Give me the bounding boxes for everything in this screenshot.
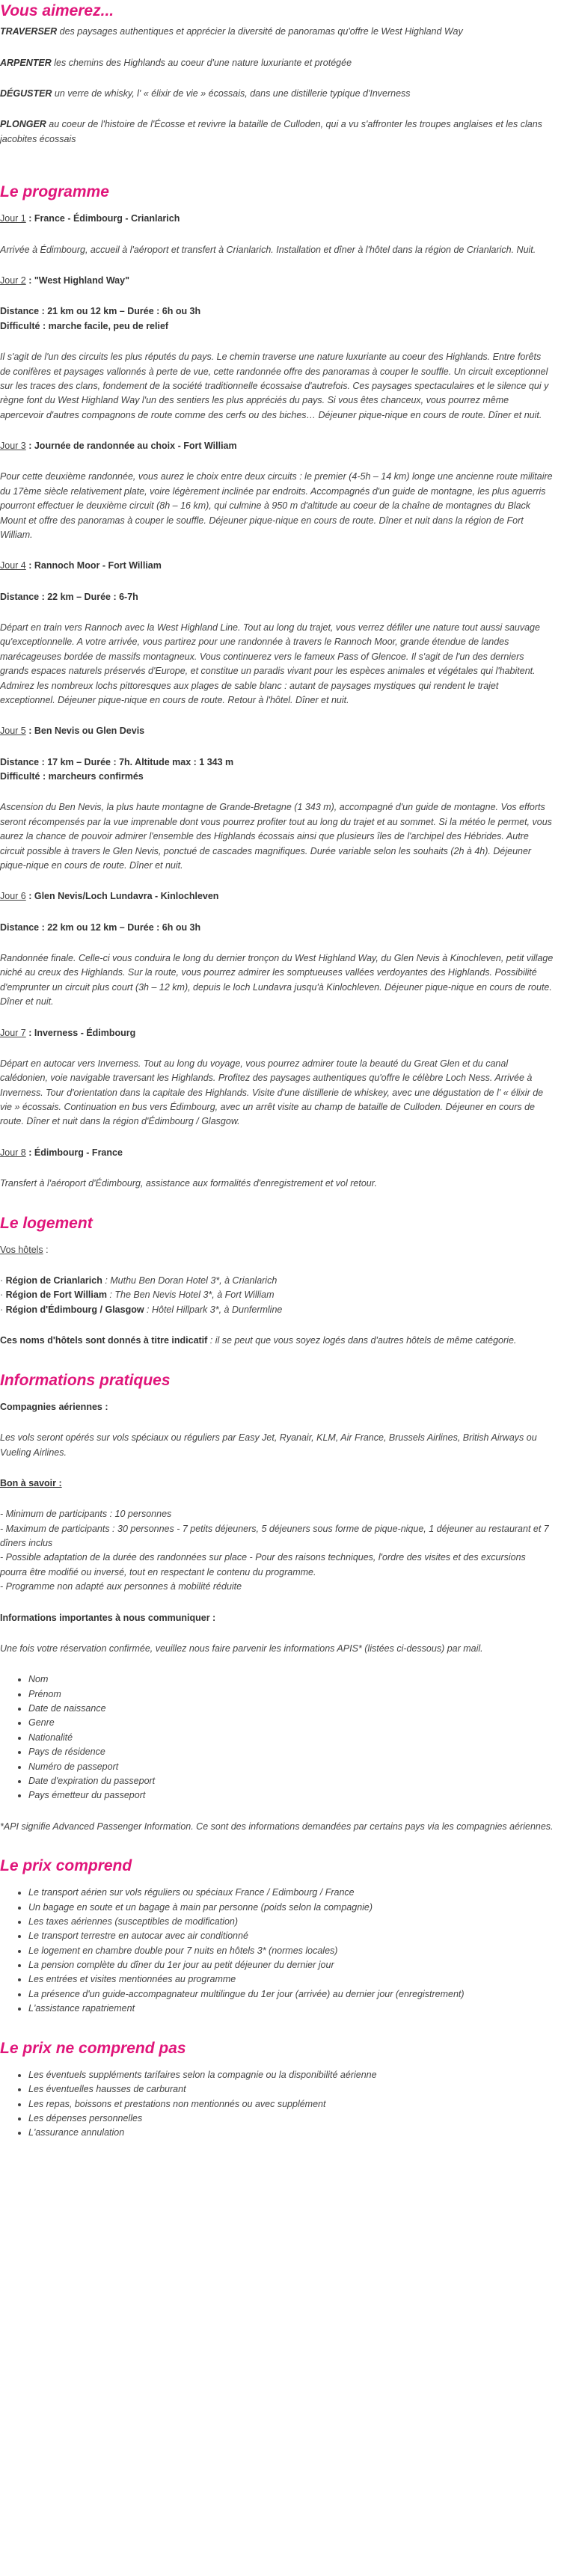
- prix-item: • Un bagage en soute et un bagage à main par personne (poids selon la compagnie): [28, 1901, 554, 1915]
- day-text: Arrivée à Édimbourg, accueil à l'aéroport et transfert à Crianlarich. Installation et dîner à l'hôtel dans la région de Crianlarich. Nuit.: [0, 244, 536, 255]
- apis-field: • Nationalité: [28, 1731, 554, 1745]
- day-label: Jour 2: [0, 275, 26, 286]
- day-text: Départ en train vers Rannoch avec la West Highland Line. Tout au long du trajet, vous verrez défiler une nature tout aussi sauvage qu'exceptionnelle. A votre arrivée, vous partirez pour une randonnée à travers le Rannoch Moor, grande étendue de landes marécageuses bordée de massifs montagneux. Vous continuerez vers le fameux Pass of Glencoe. Il s'agit de l'un des derniers grands espaces naturels préservés d'Europe, et constitue un paradis vivant pour les espèces animales et végétales qui l'habitent. Admirez les nombreux lochs pittoresques aux plages de sable blanc : autant de paysages mystiques qui rendent le trajet exceptionnel. Déjeuner pique-nique en cours de route. Retour à l'hôtel. Dîner et nuit.: [0, 622, 540, 705]
- non-compris-item: • Les repas, boissons et prestations non mentionnés ou avec supplément: [28, 2097, 554, 2112]
- day-label: Jour 4: [0, 560, 26, 571]
- day-text: Pour cette deuxième randonnée, vous aurez le choix entre deux circuits : le premier (4-5h – 14 km) longe une ancienne route militaire du 17ème siècle relativement plate, voire légèrement inclinée par endroits. Accompagnés d'un guide de montagne, les plus aguerris pourront effectuer le deuxième circuit (8h – 16 km), qui culmine à 950 m d'altitude au coeur de la chaîne de montagnes du Black Mount et offre des panoramas à couper le souffle. Déjeuner pique-nique en cours de route. Dîner et nuit dans la région de Fort William.: [0, 471, 553, 540]
- day-title: : "West Highland Way": [25, 275, 130, 286]
- apis-field-list: [0, 1672, 554, 1803]
- day-heading: [0, 1026, 554, 1040]
- hotel-line: · Région de Crianlarich : Muthu Ben Doran Hotel 3*, à Crianlarich: [0, 1275, 278, 1287]
- hotels-note-text: : il se peut que vous soyez logés dans d'autres hôtels de même catégorie.: [207, 1335, 517, 1346]
- important-heading: Informations importantes à nous communiquer :: [0, 1612, 216, 1623]
- section-title-vous-aimerez: Vous aimerez...: [0, 2, 114, 19]
- day-text: Randonnée finale. Celle-ci vous conduira le long du dernier tronçon du West Highland Way, du Glen Nevis à Kinochleven, petit village niché au creux des Highlands. Sur la route, vous pourrez admirer les somptueuses vallées verdoyantes des Highlands. Possibilité d'emprunter un circuit plus court (3h – 12 km), depuis le loch Lundavra jusqu'à Kinlochleven. Déjeuner pique-nique en cours de route. Dîner et nuit.: [0, 953, 554, 1008]
- aimerez-item: [0, 117, 554, 147]
- day-heading: [0, 889, 554, 904]
- apis-field: • Pays de résidence: [28, 1745, 554, 1759]
- apis-field: • Pays émetteur du passeport: [28, 1788, 554, 1803]
- apis-note: *API signifie Advanced Passenger Information. Ce sont des informations demandées par certains pays via les compagnies aériennes.: [0, 1821, 554, 1832]
- day-title: : Édimbourg - France: [25, 1147, 123, 1158]
- day-text: Ascension du Ben Nevis, la plus haute montagne de Grande-Bretagne (1 343 m), accompagné d'un guide de montagne. Vos efforts seront récompensés par la vue imprenable dont vous pourrez profiter tout au long du trajet et au sommet. Si la météo le permet, vous aurez la chance de pouvoir admirer l'ensemble des Highlands écossais ainsi que plusieurs îles de l'archipel des Hébrides. Autre circuit possible à travers le Glen Nevis, ponctué de cascades magnifiques. Durée variable selon les souhaits (2h à 4h). Déjeuner pique-nique en cours de route. Dîner et nuit.: [0, 802, 552, 871]
- section-prix-comprend: [0, 1856, 554, 2017]
- day-detail: Distance : 17 km – Durée : 7h. Altitude max : 1 343 m: [0, 756, 234, 767]
- aimerez-item-text: des paysages authentiques et apprécier la diversité de panoramas qu'offre le West Highland Way: [57, 26, 463, 37]
- day-detail: Distance : 22 km ou 12 km – Durée : 6h ou 3h: [0, 921, 201, 933]
- prix-item: • Les taxes aériennes (susceptibles de modification): [28, 1915, 554, 1929]
- bon-line: - Maximum de participants : 30 personnes - 7 petits déjeuners, 5 déjeuners sous forme de pique-nique, 1 déjeuner au restaurant et 7 dîners inclus: [0, 1523, 549, 1548]
- aimerez-item-text: un verre de whisky, l' « élixir de vie » écossais, dans une distillerie typique d'Inverness: [52, 88, 411, 99]
- prix-item: • Le logement en chambre double pour 7 nuits en hôtels 3* (normes locales): [28, 1944, 554, 1958]
- section-prix-non-compris: [0, 2039, 554, 2141]
- prix-item: • L'assistance rapatriement: [28, 2002, 554, 2016]
- day-detail: Distance : 22 km – Durée : 6-7h: [0, 591, 138, 602]
- important-text: Une fois votre réservation confirmée, veuillez nous faire parvenir les informations APIS* (listées ci-dessous) par mail.: [0, 1643, 483, 1654]
- hotel-line: · Région de Fort William : The Ben Nevis Hotel 3*, à Fort William: [0, 1289, 275, 1301]
- day-heading: [0, 439, 554, 453]
- day-label: Jour 8: [0, 1147, 26, 1158]
- non-compris-item: • Les éventuelles hausses de carburant: [28, 2082, 554, 2097]
- apis-field: • Numéro de passeport: [28, 1760, 554, 1774]
- day-title: : Inverness - Édimbourg: [25, 1027, 136, 1038]
- section-title-logement: Le logement: [0, 1214, 93, 1232]
- day-heading: [0, 724, 554, 738]
- prix-item: • Le transport aérien sur vols réguliers ou spéciaux France / Edimbourg / France: [28, 1886, 554, 1900]
- day-heading: [0, 559, 554, 573]
- non-compris-item: • L'assurance annulation: [28, 2126, 554, 2140]
- aimerez-item-strong: TRAVERSER: [0, 26, 58, 37]
- hotels-heading-label: Vos hôtels: [0, 1244, 43, 1255]
- section-title-prix-non-compris: Le prix ne comprend pas: [0, 2039, 186, 2057]
- section-programme: [0, 183, 554, 1191]
- prix-item: • Le transport terrestre en autocar avec air conditionné: [28, 1929, 554, 1943]
- hotel-line: · Région d'Édimbourg / Glasgow : Hôtel Hillpark 3*, à Dunfermline: [0, 1304, 283, 1315]
- aimerez-item: [0, 87, 554, 101]
- section-title-programme: Le programme: [0, 183, 109, 201]
- day-text: Il s'agit de l'un des circuits les plus réputés du pays. Le chemin traverse une nature luxuriante au coeur des Highlands. Entre forêts de conifères et paysages vallonnés à perte de vue, cette randonnée offre des panoramas à couper le souffle. Un circuit exceptionnel sur les traces des clans, fondement de la société traditionnelle écossaise d'autrefois. Ces paysages spectaculaires et le silence qui y règne font du West Highland Way l'un des sentiers les plus appréciés du pays. Si vous êtes chanceux, vous pourrez même apercevoir d'autres compagnons de route comme des cerfs ou des biches… Déjeuner pique-nique en cours de route. Dîner et nuit.: [0, 352, 549, 420]
- section-title-prix-comprend: Le prix comprend: [0, 1857, 132, 1874]
- non-compris-item: • Les éventuels suppléments tarifaires selon la compagnie ou la disponibilité aérienne: [28, 2068, 554, 2082]
- day-label: Jour 5: [0, 726, 26, 737]
- day-detail: Difficulté : marcheurs confirmés: [0, 771, 144, 782]
- bon-line: - Programme non adapté aux personnes à mobilité réduite: [0, 1581, 242, 1592]
- day-label: Jour 6: [0, 891, 26, 902]
- aimerez-item-strong: ARPENTER: [0, 57, 52, 68]
- aimerez-item-text: au coeur de l'histoire de l'Écosse et revivre la bataille de Culloden, qui a vu s'affronter les troupes anglaises et les clans jacobites écossais: [0, 119, 542, 144]
- bon-line: - Minimum de participants : 10 personnes: [0, 1509, 172, 1520]
- prix-item: • Les entrées et visites mentionnées au programme: [28, 1972, 554, 1987]
- aimerez-item-strong: PLONGER: [0, 119, 46, 130]
- aimerez-item-strong: DÉGUSTER: [0, 88, 52, 99]
- hotel-name: : Hôtel Hillpark 3*, à Dunfermline: [144, 1304, 283, 1315]
- apis-field: • Date d'expiration du passeport: [28, 1774, 554, 1788]
- apis-field: • Date de naissance: [28, 1702, 554, 1716]
- apis-field: • Nom: [28, 1672, 554, 1687]
- day-title: : Ben Nevis ou Glen Devis: [25, 726, 145, 737]
- day-text: Transfert à l'aéroport d'Édimbourg, assistance aux formalités d'enregistrement et vol retour.: [0, 1178, 377, 1189]
- day-heading: [0, 274, 554, 288]
- prix-item: • La pension complète du dîner du 1er jour au petit déjeuner du dernier jour: [28, 1958, 554, 1972]
- section-title-infos: Informations pratiques: [0, 1371, 171, 1389]
- section-vous-aimerez: [0, 0, 554, 147]
- day-heading: [0, 1146, 554, 1160]
- hotel-region: Région de Fort William: [5, 1289, 107, 1301]
- prix-non-compris-list: [0, 2068, 554, 2141]
- day-label: Jour 7: [0, 1027, 26, 1038]
- day-text: Départ en autocar vers Inverness. Tout au long du voyage, vous pourrez admirer toute la beauté du Great Glen et du canal calédonien, voie navigable traversant les Highlands. Profitez des paysages authentiques qu'offre le célèbre Loch Ness. Arrivée à Inverness. Tour d'orientation dans la capitale des Highlands. Visite d'une distillerie de whiskey, avec une dégustation de l' « élixir de vie » écossais. Continuation en bus vers Édimbourg, avec un arrêt visite au champ de bataille de Culloden. Déjeuner en cours de route. Dîner et nuit dans la région d'Édimbourg / Glasgow.: [0, 1058, 544, 1127]
- day-label: Jour 3: [0, 441, 26, 451]
- hotels-note: [0, 1334, 554, 1348]
- non-compris-item: • Les dépenses personnelles: [28, 2112, 554, 2126]
- day-heading: [0, 212, 554, 226]
- apis-field: • Prénom: [28, 1687, 554, 1702]
- airlines-heading: Compagnies aériennes :: [0, 1401, 108, 1412]
- day-title: : Journée de randonnée au choix - Fort William: [25, 441, 237, 451]
- hotel-name: : The Ben Nevis Hotel 3*, à Fort William: [106, 1289, 275, 1301]
- hotel-name: : Muthu Ben Doran Hotel 3*, à Crianlarich: [102, 1275, 278, 1287]
- day-title: : Glen Nevis/Loch Lundavra - Kinlochleven: [25, 891, 219, 902]
- hotels-heading-suffix: :: [43, 1244, 49, 1255]
- day-title: : France - Édimbourg - Crianlarich: [25, 213, 180, 224]
- hotels-note-strong: Ces noms d'hôtels sont donnés à titre indicatif: [0, 1335, 208, 1346]
- hotels-heading: [0, 1243, 554, 1257]
- day-title: : Rannoch Moor - Fort William: [25, 560, 162, 571]
- bon-heading: Bon à savoir :: [0, 1477, 62, 1488]
- aimerez-item: [0, 25, 554, 39]
- apis-field: • Genre: [28, 1716, 554, 1730]
- aimerez-item: [0, 56, 554, 70]
- prix-item: • La présence d'un guide-accompagnateur multilingue du 1er jour (arrivée) au dernier jour (enregistrement): [28, 1987, 554, 2002]
- airlines-text: Les vols seront opérés sur vols spéciaux ou réguliers par Easy Jet, Ryanair, KLM, Air France, Brussels Airlines, British Airways ou Vueling Airlines.: [0, 1432, 537, 1458]
- day-label: Jour 1: [0, 213, 26, 224]
- day-detail: Distance : 21 km ou 12 km – Durée : 6h ou 3h: [0, 306, 201, 317]
- hotel-region: Région de Crianlarich: [5, 1275, 102, 1287]
- aimerez-item-text: les chemins des Highlands au coeur d'une nature luxuriante et protégée: [51, 57, 352, 68]
- bon-line: - Possible adaptation de la durée des randonnées sur place - Pour des raisons techniques, l'ordre des visites et des excursions pourra être modifié ou inversé, tout en respectant le contenu du programme.: [0, 1552, 526, 1577]
- section-infos: [0, 1371, 554, 1834]
- section-logement: [0, 1214, 554, 1349]
- day-detail: Difficulté : marche facile, peu de relief: [0, 320, 169, 331]
- hotel-region: Région d'Édimbourg / Glasgow: [5, 1304, 144, 1315]
- prix-comprend-list: [0, 1886, 554, 2016]
